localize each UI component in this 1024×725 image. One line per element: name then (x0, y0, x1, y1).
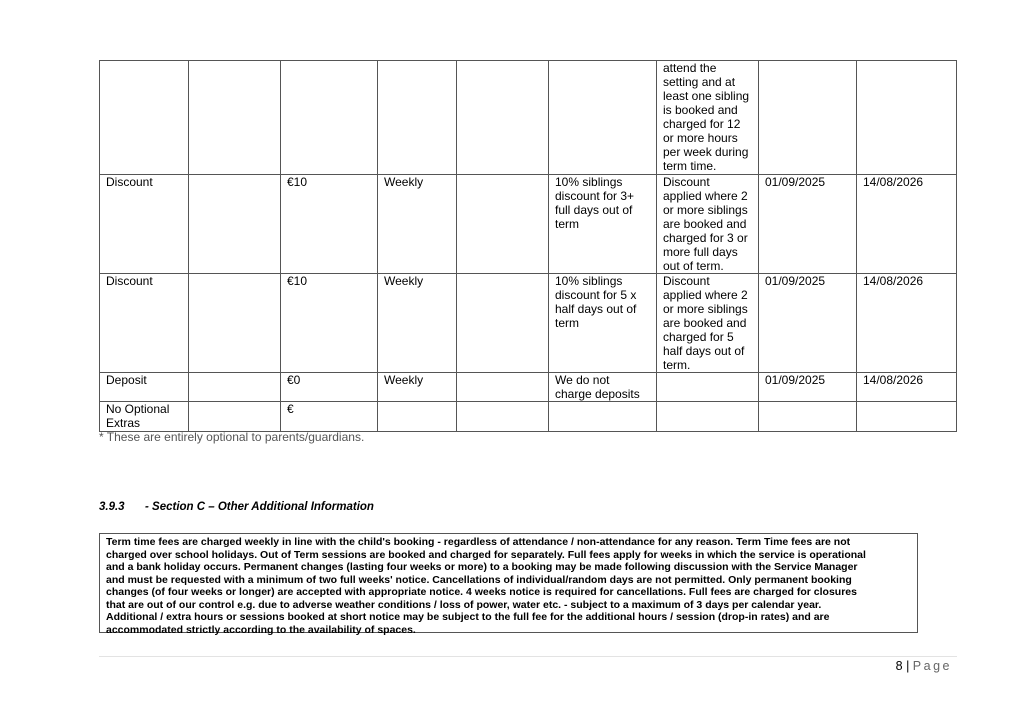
section-heading (99, 501, 374, 513)
cell-line: attend the (663, 61, 717, 75)
cell-line: or more hours (663, 131, 738, 145)
table-row (100, 274, 957, 373)
page-separator: | (902, 659, 913, 673)
cell-line: charged for 12 (663, 117, 741, 131)
cell-line: 10% siblings (555, 175, 623, 189)
cell-line: discount for 5 x (555, 288, 637, 302)
cell-line: term (555, 316, 579, 330)
cell-line: 14/08/2026 (863, 274, 924, 288)
start-date-cell (759, 274, 857, 373)
frequency-cell (378, 61, 457, 175)
footer-divider (99, 656, 957, 657)
blank-cell-2 (457, 175, 549, 274)
description-cell (549, 175, 657, 274)
cell-line: 10% siblings (555, 274, 623, 288)
cell-line: Discount (663, 175, 710, 189)
description-cell (549, 61, 657, 175)
info-line: and a bank holiday occurs. Permanent changes (lasting four weeks or more) to a booking may be made following discussion with the Service Manager (106, 561, 858, 573)
footnote: * These are entirely optional to parents/guardians. (99, 430, 365, 444)
cell-line: Discount (106, 274, 153, 288)
blank-cell (189, 175, 281, 274)
end-date-cell (857, 274, 957, 373)
cell-line: 14/08/2026 (863, 373, 924, 387)
cell-line: out of term. (663, 259, 724, 273)
cell-line: applied where 2 (663, 288, 748, 302)
section-title-text: - Section C – Other Additional Information (145, 501, 374, 513)
end-date-cell (857, 402, 957, 432)
conditions-cell (657, 61, 759, 175)
end-date-cell (857, 61, 957, 175)
cell-line: least one sibling (663, 89, 750, 103)
table-row (100, 402, 957, 432)
end-date-cell (857, 175, 957, 274)
frequency-cell (378, 402, 457, 432)
conditions-cell (657, 274, 759, 373)
cell-line: or more siblings (663, 302, 748, 316)
fee-type-cell (100, 274, 189, 373)
fee-type-cell (100, 61, 189, 175)
page-label: Page (912, 659, 952, 673)
frequency-cell (378, 373, 457, 402)
info-line: accommodated strictly according to the availability of spaces. (106, 623, 416, 636)
cell-line: applied where 2 (663, 189, 748, 203)
amount-cell (281, 175, 378, 274)
start-date-cell (759, 175, 857, 274)
cell-line: No Optional (106, 402, 170, 416)
conditions-cell (657, 373, 759, 402)
additional-info-box (99, 533, 918, 636)
blank-cell-2 (457, 61, 549, 175)
cell-line: €0 (287, 373, 301, 387)
page-number: 8 (895, 659, 903, 673)
fees-table (99, 60, 957, 432)
cell-line: Deposit (106, 373, 147, 387)
conditions-cell (657, 175, 759, 274)
cell-line: charged for 3 or (663, 231, 748, 245)
cell-line: charged for 5 (663, 330, 734, 344)
cell-line: more full days (663, 245, 738, 259)
info-line: changes (of four weeks or longer) are accepted with appropriate notice. 4 weeks notice is required for cancellations. Full fees are charged for closures (106, 586, 857, 598)
blank-cell (189, 274, 281, 373)
blank-cell-2 (457, 274, 549, 373)
cell-line: We do not (555, 373, 610, 387)
blank-cell-2 (457, 373, 549, 402)
info-line: that are out of our control e.g. due to adverse weather conditions / loss of power, water etc. - subject to a maximum of 3 days per calendar year. (106, 598, 822, 611)
frequency-cell (378, 175, 457, 274)
amount-cell (281, 373, 378, 402)
fee-type-cell (100, 373, 189, 402)
cell-line: Extras (106, 416, 141, 430)
table-row (100, 373, 957, 402)
cell-line: 01/09/2025 (765, 175, 826, 189)
blank-cell (189, 61, 281, 175)
cell-line: Weekly (384, 274, 424, 288)
page-footer (896, 659, 952, 673)
frequency-cell (378, 274, 457, 373)
start-date-cell (759, 373, 857, 402)
amount-cell (281, 61, 378, 175)
cell-line: full days out of (555, 203, 633, 217)
section-number: 3.9.3 (99, 501, 125, 513)
blank-cell (189, 373, 281, 402)
cell-line: Weekly (384, 373, 424, 387)
description-cell (549, 274, 657, 373)
info-line: Additional / extra hours or sessions booked at short notice may be subject to the full fee for the additional hours / session (drop-in rates) and are (106, 611, 830, 623)
description-cell (549, 402, 657, 432)
cell-line: term (555, 217, 579, 231)
conditions-cell (657, 402, 759, 432)
info-line: Term time fees are charged weekly in line with the child's booking - regardless of attendance / non-attendance for any reason. Term Time fees are not (106, 536, 851, 548)
cell-line: setting and at (663, 75, 736, 89)
cell-line: half days out of (555, 302, 637, 316)
cell-line: half days out of (663, 344, 745, 358)
cell-line: €10 (287, 175, 308, 189)
info-line: and must be requested with a minimum of two full weeks' notice. Cancellations of individual/random days are not permitted. Only permanent booking (106, 573, 852, 586)
amount-cell (281, 402, 378, 432)
cell-line: or more siblings (663, 203, 748, 217)
cell-line: 14/08/2026 (863, 175, 924, 189)
cell-line: € (287, 402, 294, 416)
cell-line: is booked and (663, 103, 738, 117)
info-line: charged over school holidays. Out of Term sessions are booked and charged for separately. Full fees apply for weeks in which the service is operational (106, 548, 866, 561)
cell-line: 01/09/2025 (765, 373, 826, 387)
cell-line: Weekly (384, 175, 424, 189)
cell-line: per week during (663, 145, 749, 159)
fees-table-body (100, 61, 957, 432)
cell-line: 01/09/2025 (765, 274, 826, 288)
cell-line: term time. (663, 159, 717, 173)
cell-line: charge deposits (555, 387, 640, 401)
cell-line: are booked and (663, 316, 747, 330)
fee-type-cell (100, 402, 189, 432)
cell-line: Discount (106, 175, 153, 189)
start-date-cell (759, 61, 857, 175)
blank-cell (189, 402, 281, 432)
table-row (100, 175, 957, 274)
cell-line: term. (663, 358, 691, 372)
cell-line: discount for 3+ (555, 189, 635, 203)
start-date-cell (759, 402, 857, 432)
end-date-cell (857, 373, 957, 402)
description-cell (549, 373, 657, 402)
cell-line: Discount (663, 274, 710, 288)
table-row (100, 61, 957, 175)
cell-line: are booked and (663, 217, 747, 231)
amount-cell (281, 274, 378, 373)
blank-cell-2 (457, 402, 549, 432)
cell-line: €10 (287, 274, 308, 288)
fee-type-cell (100, 175, 189, 274)
